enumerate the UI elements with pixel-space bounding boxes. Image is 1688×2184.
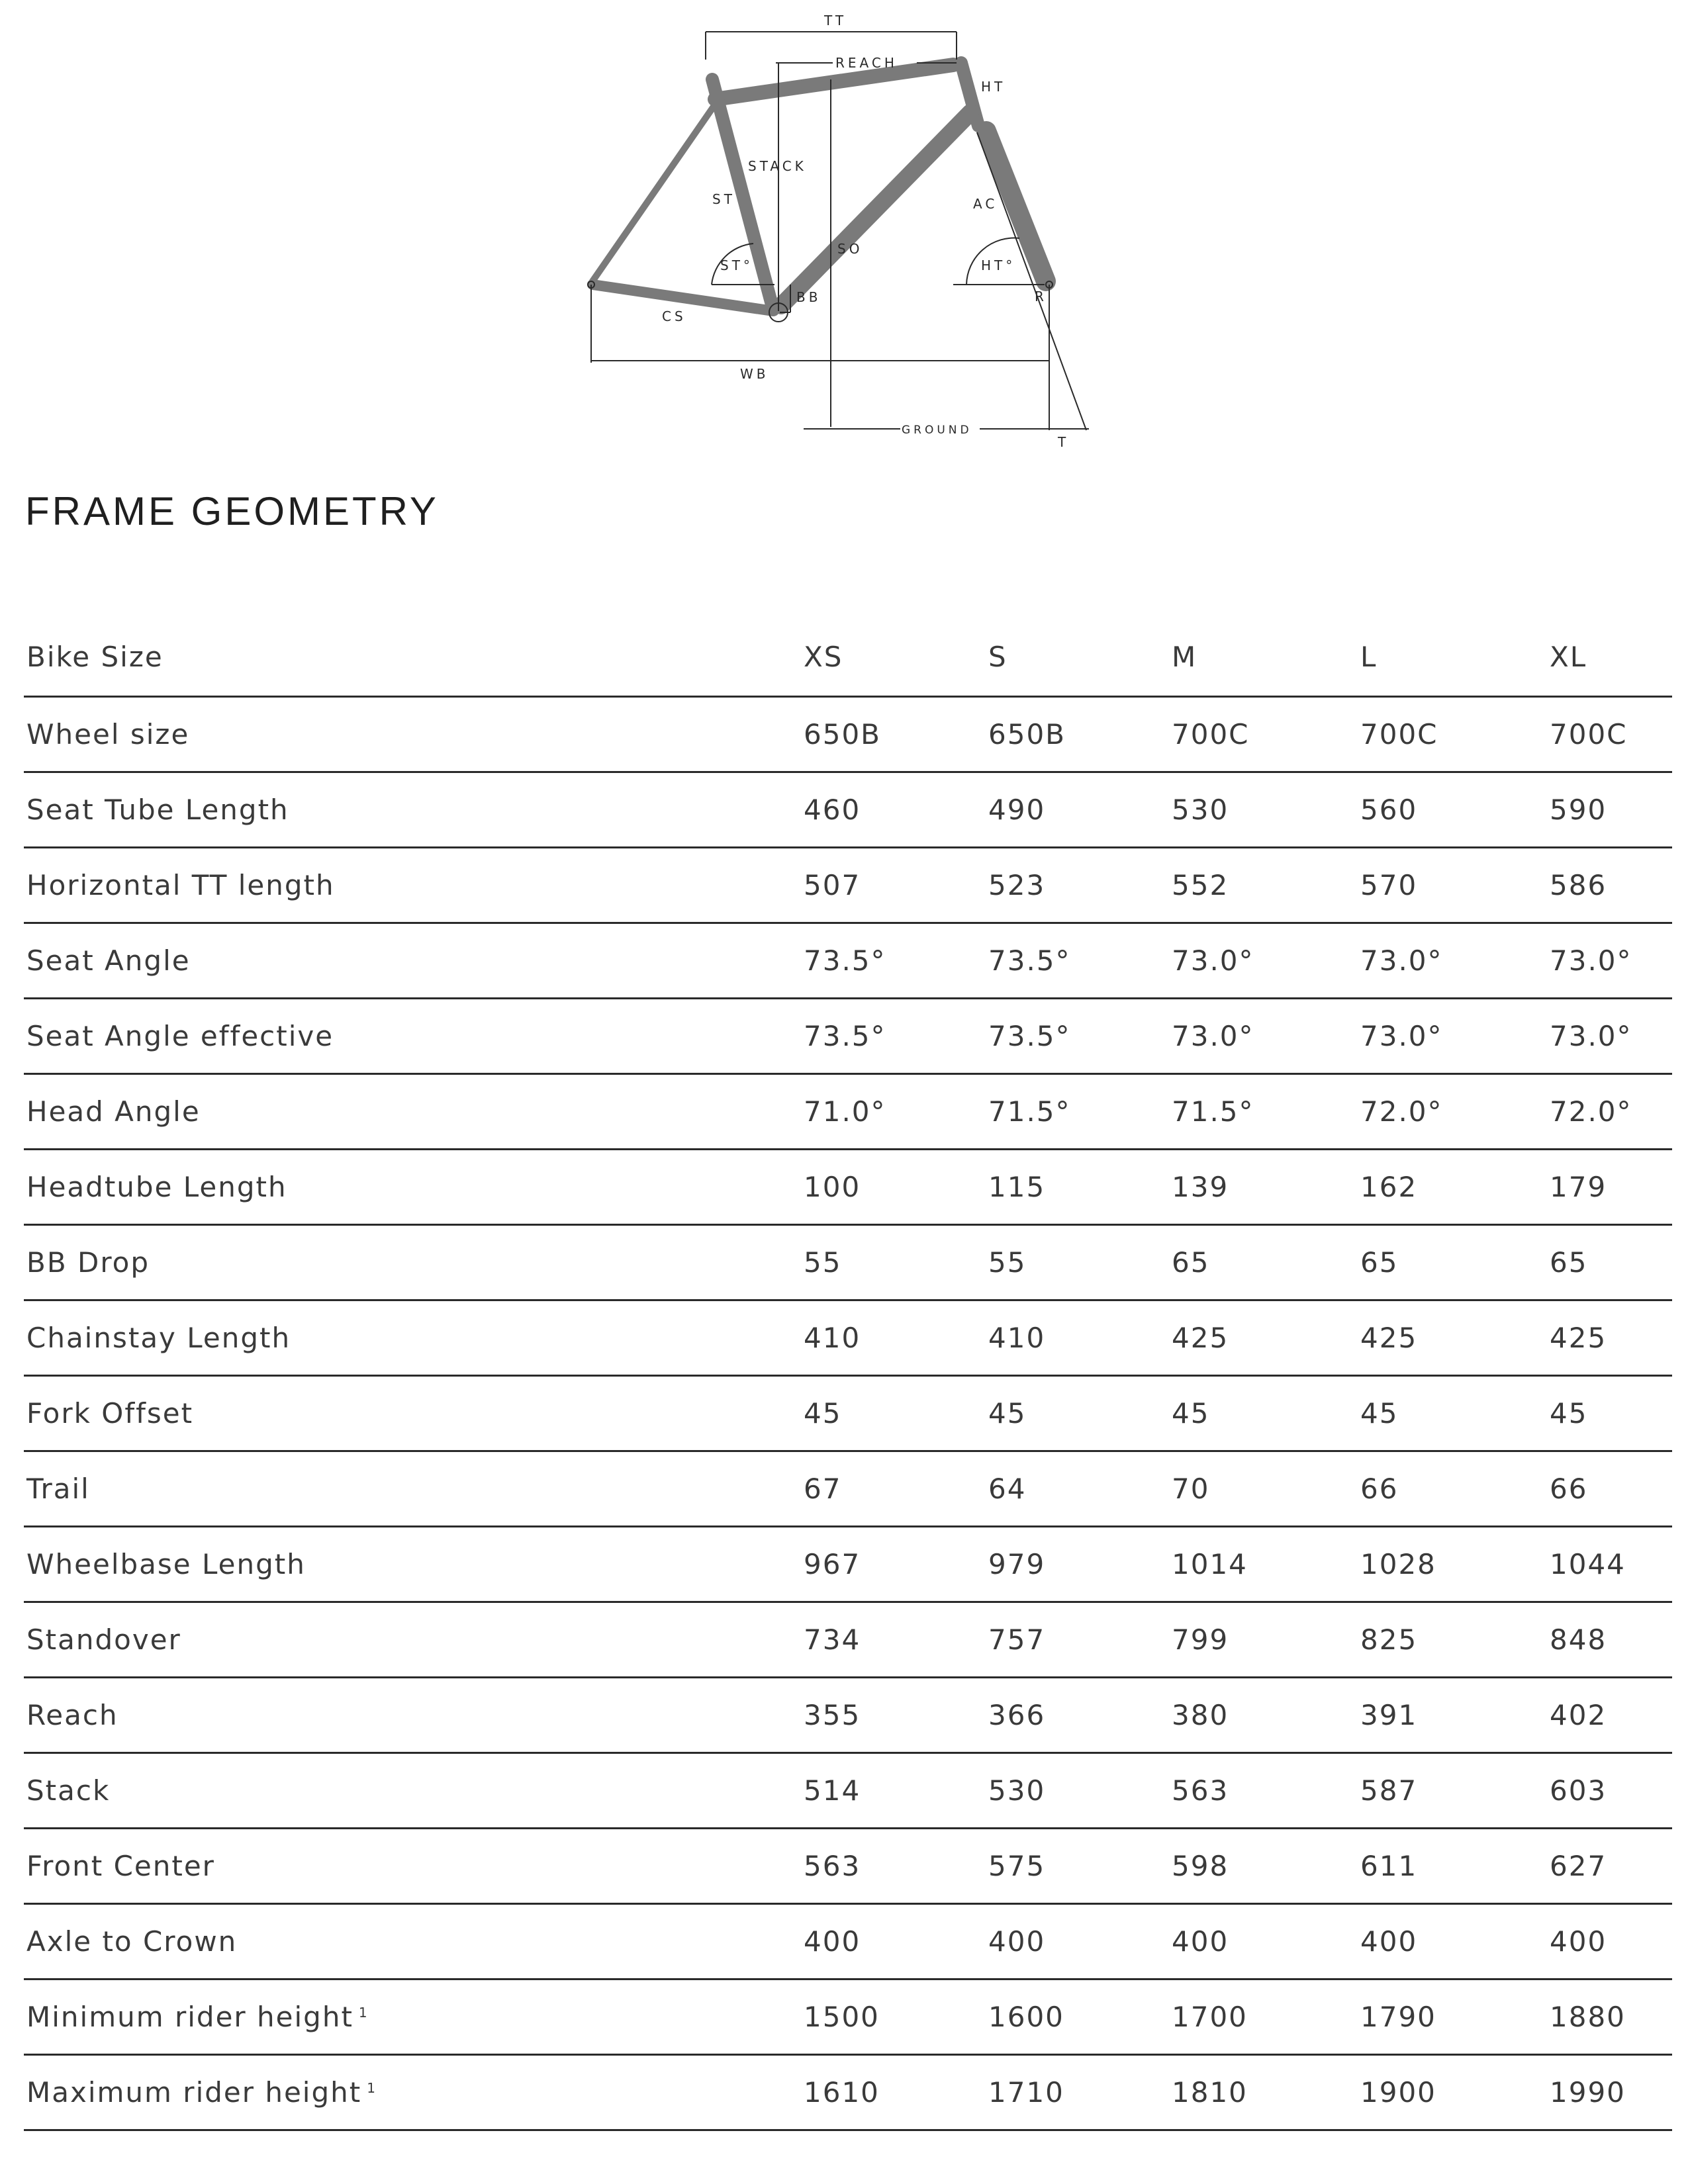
- table-row: [24, 1602, 1672, 1677]
- row-label: Front Center: [26, 1849, 215, 1882]
- frame-tubes: [592, 63, 1046, 311]
- row-label-cell: [24, 696, 801, 772]
- diagram-label-stack: STACK: [748, 158, 807, 174]
- value-cell-xs: 45: [801, 1375, 986, 1451]
- diagram-label-cs: CS: [662, 308, 686, 324]
- row-label: Head Angle: [26, 1095, 201, 1128]
- value-cell-xl: 73.0°: [1547, 923, 1672, 998]
- diagram-label-r: R: [1035, 289, 1047, 304]
- value-cell-s: 490: [986, 772, 1169, 847]
- value-cell-l: 700C: [1358, 696, 1547, 772]
- value-cell-xs: 563: [801, 1828, 986, 1903]
- value-cell-m: 552: [1169, 847, 1358, 923]
- table-row: [24, 1526, 1672, 1602]
- value-cell-m: 400: [1169, 1903, 1358, 1979]
- diagram-label-ground: GROUND: [902, 424, 972, 437]
- value-cell-xl: 1044: [1547, 1526, 1672, 1602]
- value-cell-l: 72.0°: [1358, 1073, 1547, 1149]
- value-cell-l: 66: [1358, 1451, 1547, 1526]
- row-label: Maximum rider height: [26, 2075, 362, 2109]
- value-cell-s: 73.5°: [986, 923, 1169, 998]
- value-cell-m: 530: [1169, 772, 1358, 847]
- value-cell-l: 45: [1358, 1375, 1547, 1451]
- diagram-label-st-angle: ST°: [720, 257, 753, 273]
- value-cell-xl: 1880: [1547, 1979, 1672, 2054]
- down-tube: [781, 113, 970, 306]
- value-cell-m: 380: [1169, 1677, 1358, 1752]
- row-label-cell: [24, 1752, 801, 1828]
- value-cell-m: 563: [1169, 1752, 1358, 1828]
- table-row: [24, 1903, 1672, 1979]
- row-label: Seat Angle: [26, 944, 191, 977]
- value-cell-l: 400: [1358, 1903, 1547, 1979]
- row-label-cell: [24, 1149, 801, 1224]
- table-row: [24, 696, 1672, 772]
- value-cell-xl: 179: [1547, 1149, 1672, 1224]
- value-cell-xs: 400: [801, 1903, 986, 1979]
- dimension-lines: [588, 32, 1089, 430]
- row-label-cell: [24, 923, 801, 998]
- value-cell-xs: 734: [801, 1602, 986, 1677]
- table-row: [24, 1979, 1672, 2054]
- row-label-cell: [24, 2054, 801, 2130]
- row-label-cell: [24, 1300, 801, 1375]
- diagram-label-tt: TT: [824, 13, 847, 28]
- value-cell-s: 400: [986, 1903, 1169, 1979]
- row-label-cell: [24, 1375, 801, 1451]
- value-cell-l: 65: [1358, 1224, 1547, 1300]
- diagram-label-ac: AC: [973, 196, 998, 212]
- value-cell-m: 598: [1169, 1828, 1358, 1903]
- value-cell-xl: 627: [1547, 1828, 1672, 1903]
- value-cell-m: 139: [1169, 1149, 1358, 1224]
- value-cell-xs: 460: [801, 772, 986, 847]
- value-cell-xs: 514: [801, 1752, 986, 1828]
- row-label-cell: [24, 1828, 801, 1903]
- value-cell-l: 587: [1358, 1752, 1547, 1828]
- value-cell-xl: 1990: [1547, 2054, 1672, 2130]
- value-cell-xl: 848: [1547, 1602, 1672, 1677]
- value-cell-l: 73.0°: [1358, 998, 1547, 1073]
- diagram-label-ht-angle: HT°: [981, 257, 1016, 273]
- value-cell-xs: 55: [801, 1224, 986, 1300]
- row-label: Standover: [26, 1623, 181, 1656]
- value-cell-xl: 65: [1547, 1224, 1672, 1300]
- diagram-label-wb: WB: [740, 366, 769, 382]
- value-cell-s: 410: [986, 1300, 1169, 1375]
- value-cell-l: 73.0°: [1358, 923, 1547, 998]
- value-cell-xs: 67: [801, 1451, 986, 1526]
- value-cell-m: 1810: [1169, 2054, 1358, 2130]
- value-cell-xl: 73.0°: [1547, 998, 1672, 1073]
- value-cell-l: 162: [1358, 1149, 1547, 1224]
- value-cell-s: 73.5°: [986, 998, 1169, 1073]
- diagram-label-st: ST: [712, 191, 735, 207]
- value-cell-l: 1900: [1358, 2054, 1547, 2130]
- value-cell-s: 55: [986, 1224, 1169, 1300]
- value-cell-xl: 72.0°: [1547, 1073, 1672, 1149]
- row-label: Minimum rider height: [26, 2000, 353, 2033]
- row-label-cell: [24, 1224, 801, 1300]
- row-label-cell: [24, 1602, 801, 1677]
- value-cell-m: 1014: [1169, 1526, 1358, 1602]
- row-label: Chainstay Length: [26, 1321, 291, 1354]
- row-label: Seat Angle effective: [26, 1019, 334, 1052]
- table-row: [24, 923, 1672, 998]
- header-size-xs: XS: [801, 619, 986, 696]
- table-row: [24, 1300, 1672, 1375]
- value-cell-s: 1710: [986, 2054, 1169, 2130]
- value-cell-xs: 73.5°: [801, 998, 986, 1073]
- value-cell-m: 425: [1169, 1300, 1358, 1375]
- diagram-label-ht: HT: [981, 79, 1006, 95]
- row-label-cell: [24, 1526, 801, 1602]
- value-cell-xl: 603: [1547, 1752, 1672, 1828]
- row-label-cell: [24, 1979, 801, 2054]
- value-cell-s: 71.5°: [986, 1073, 1169, 1149]
- value-cell-xl: 425: [1547, 1300, 1672, 1375]
- value-cell-s: 366: [986, 1677, 1169, 1752]
- row-label: Seat Tube Length: [26, 793, 289, 826]
- row-label: Trail: [26, 1472, 90, 1505]
- row-label-cell: [24, 998, 801, 1073]
- value-cell-s: 523: [986, 847, 1169, 923]
- row-label-cell: [24, 772, 801, 847]
- value-cell-m: 70: [1169, 1451, 1358, 1526]
- value-cell-s: 115: [986, 1149, 1169, 1224]
- value-cell-xl: 590: [1547, 772, 1672, 847]
- value-cell-l: 611: [1358, 1828, 1547, 1903]
- table-header-row: [24, 619, 1672, 696]
- row-label: Wheel size: [26, 717, 190, 751]
- footnote-marker: 1: [367, 2079, 377, 2096]
- row-label-cell: [24, 1451, 801, 1526]
- table-row: [24, 1451, 1672, 1526]
- value-cell-xs: 355: [801, 1677, 986, 1752]
- value-cell-s: 45: [986, 1375, 1169, 1451]
- value-cell-s: 64: [986, 1451, 1169, 1526]
- value-cell-xs: 1500: [801, 1979, 986, 2054]
- diagram-label-reach: REACH: [835, 55, 898, 71]
- table-row: [24, 1375, 1672, 1451]
- value-cell-xs: 650B: [801, 696, 986, 772]
- row-label: Fork Offset: [26, 1396, 194, 1430]
- row-label: Wheelbase Length: [26, 1547, 306, 1580]
- table-row: [24, 847, 1672, 923]
- row-label: Reach: [26, 1698, 118, 1731]
- value-cell-m: 700C: [1169, 696, 1358, 772]
- seat-stay: [592, 105, 715, 281]
- value-cell-m: 799: [1169, 1602, 1358, 1677]
- value-cell-s: 1600: [986, 1979, 1169, 2054]
- header-size-m: M: [1169, 619, 1358, 696]
- header-label: Bike Size: [24, 619, 801, 696]
- table-row: [24, 1073, 1672, 1149]
- value-cell-s: 979: [986, 1526, 1169, 1602]
- table-row: [24, 1752, 1672, 1828]
- table-row: [24, 1828, 1672, 1903]
- row-label-cell: [24, 1073, 801, 1149]
- table-body: [24, 696, 1672, 2130]
- top-tube: [715, 65, 953, 99]
- value-cell-m: 73.0°: [1169, 923, 1358, 998]
- value-cell-xs: 967: [801, 1526, 986, 1602]
- value-cell-s: 757: [986, 1602, 1169, 1677]
- value-cell-xl: 586: [1547, 847, 1672, 923]
- table-row: [24, 1149, 1672, 1224]
- table-row: [24, 998, 1672, 1073]
- row-label: Stack: [26, 1774, 111, 1807]
- value-cell-xl: 400: [1547, 1903, 1672, 1979]
- value-cell-l: 425: [1358, 1300, 1547, 1375]
- diagram-label-t: T: [1058, 434, 1070, 450]
- frame-geometry-diagram: [576, 7, 1105, 457]
- value-cell-xl: 66: [1547, 1451, 1672, 1526]
- value-cell-xl: 402: [1547, 1677, 1672, 1752]
- row-label: Axle to Crown: [26, 1925, 238, 1958]
- row-label: BB Drop: [26, 1246, 150, 1279]
- value-cell-xs: 410: [801, 1300, 986, 1375]
- table-row: [24, 2054, 1672, 2130]
- value-cell-xs: 507: [801, 847, 986, 923]
- value-cell-m: 1700: [1169, 1979, 1358, 2054]
- footnote-marker: 1: [358, 2004, 369, 2021]
- row-label: Headtube Length: [26, 1170, 287, 1203]
- header-size-s: S: [986, 619, 1169, 696]
- row-label-cell: [24, 1903, 801, 1979]
- value-cell-m: 65: [1169, 1224, 1358, 1300]
- value-cell-xs: 1610: [801, 2054, 986, 2130]
- value-cell-m: 73.0°: [1169, 998, 1358, 1073]
- diagram-label-so: SO: [837, 241, 863, 257]
- value-cell-xs: 100: [801, 1149, 986, 1224]
- value-cell-l: 570: [1358, 847, 1547, 923]
- frame-geometry-table: [24, 619, 1672, 2131]
- value-cell-m: 71.5°: [1169, 1073, 1358, 1149]
- value-cell-m: 45: [1169, 1375, 1358, 1451]
- value-cell-xs: 71.0°: [801, 1073, 986, 1149]
- row-label-cell: [24, 1677, 801, 1752]
- page-title: FRAME GEOMETRY: [25, 489, 439, 533]
- value-cell-s: 650B: [986, 696, 1169, 772]
- row-label-cell: [24, 847, 801, 923]
- value-cell-l: 1028: [1358, 1526, 1547, 1602]
- value-cell-xl: 45: [1547, 1375, 1672, 1451]
- value-cell-l: 391: [1358, 1677, 1547, 1752]
- diagram-label-bb: BB: [796, 289, 821, 305]
- value-cell-s: 530: [986, 1752, 1169, 1828]
- chain-stay: [592, 285, 773, 311]
- value-cell-l: 825: [1358, 1602, 1547, 1677]
- value-cell-l: 1790: [1358, 1979, 1547, 2054]
- table-row: [24, 1224, 1672, 1300]
- table-row: [24, 772, 1672, 847]
- header-size-l: L: [1358, 619, 1547, 696]
- header-size-xl: XL: [1547, 619, 1672, 696]
- value-cell-xs: 73.5°: [801, 923, 986, 998]
- value-cell-s: 575: [986, 1828, 1169, 1903]
- value-cell-l: 560: [1358, 772, 1547, 847]
- row-label: Horizontal TT length: [26, 868, 335, 901]
- table-row: [24, 1677, 1672, 1752]
- value-cell-xl: 700C: [1547, 696, 1672, 772]
